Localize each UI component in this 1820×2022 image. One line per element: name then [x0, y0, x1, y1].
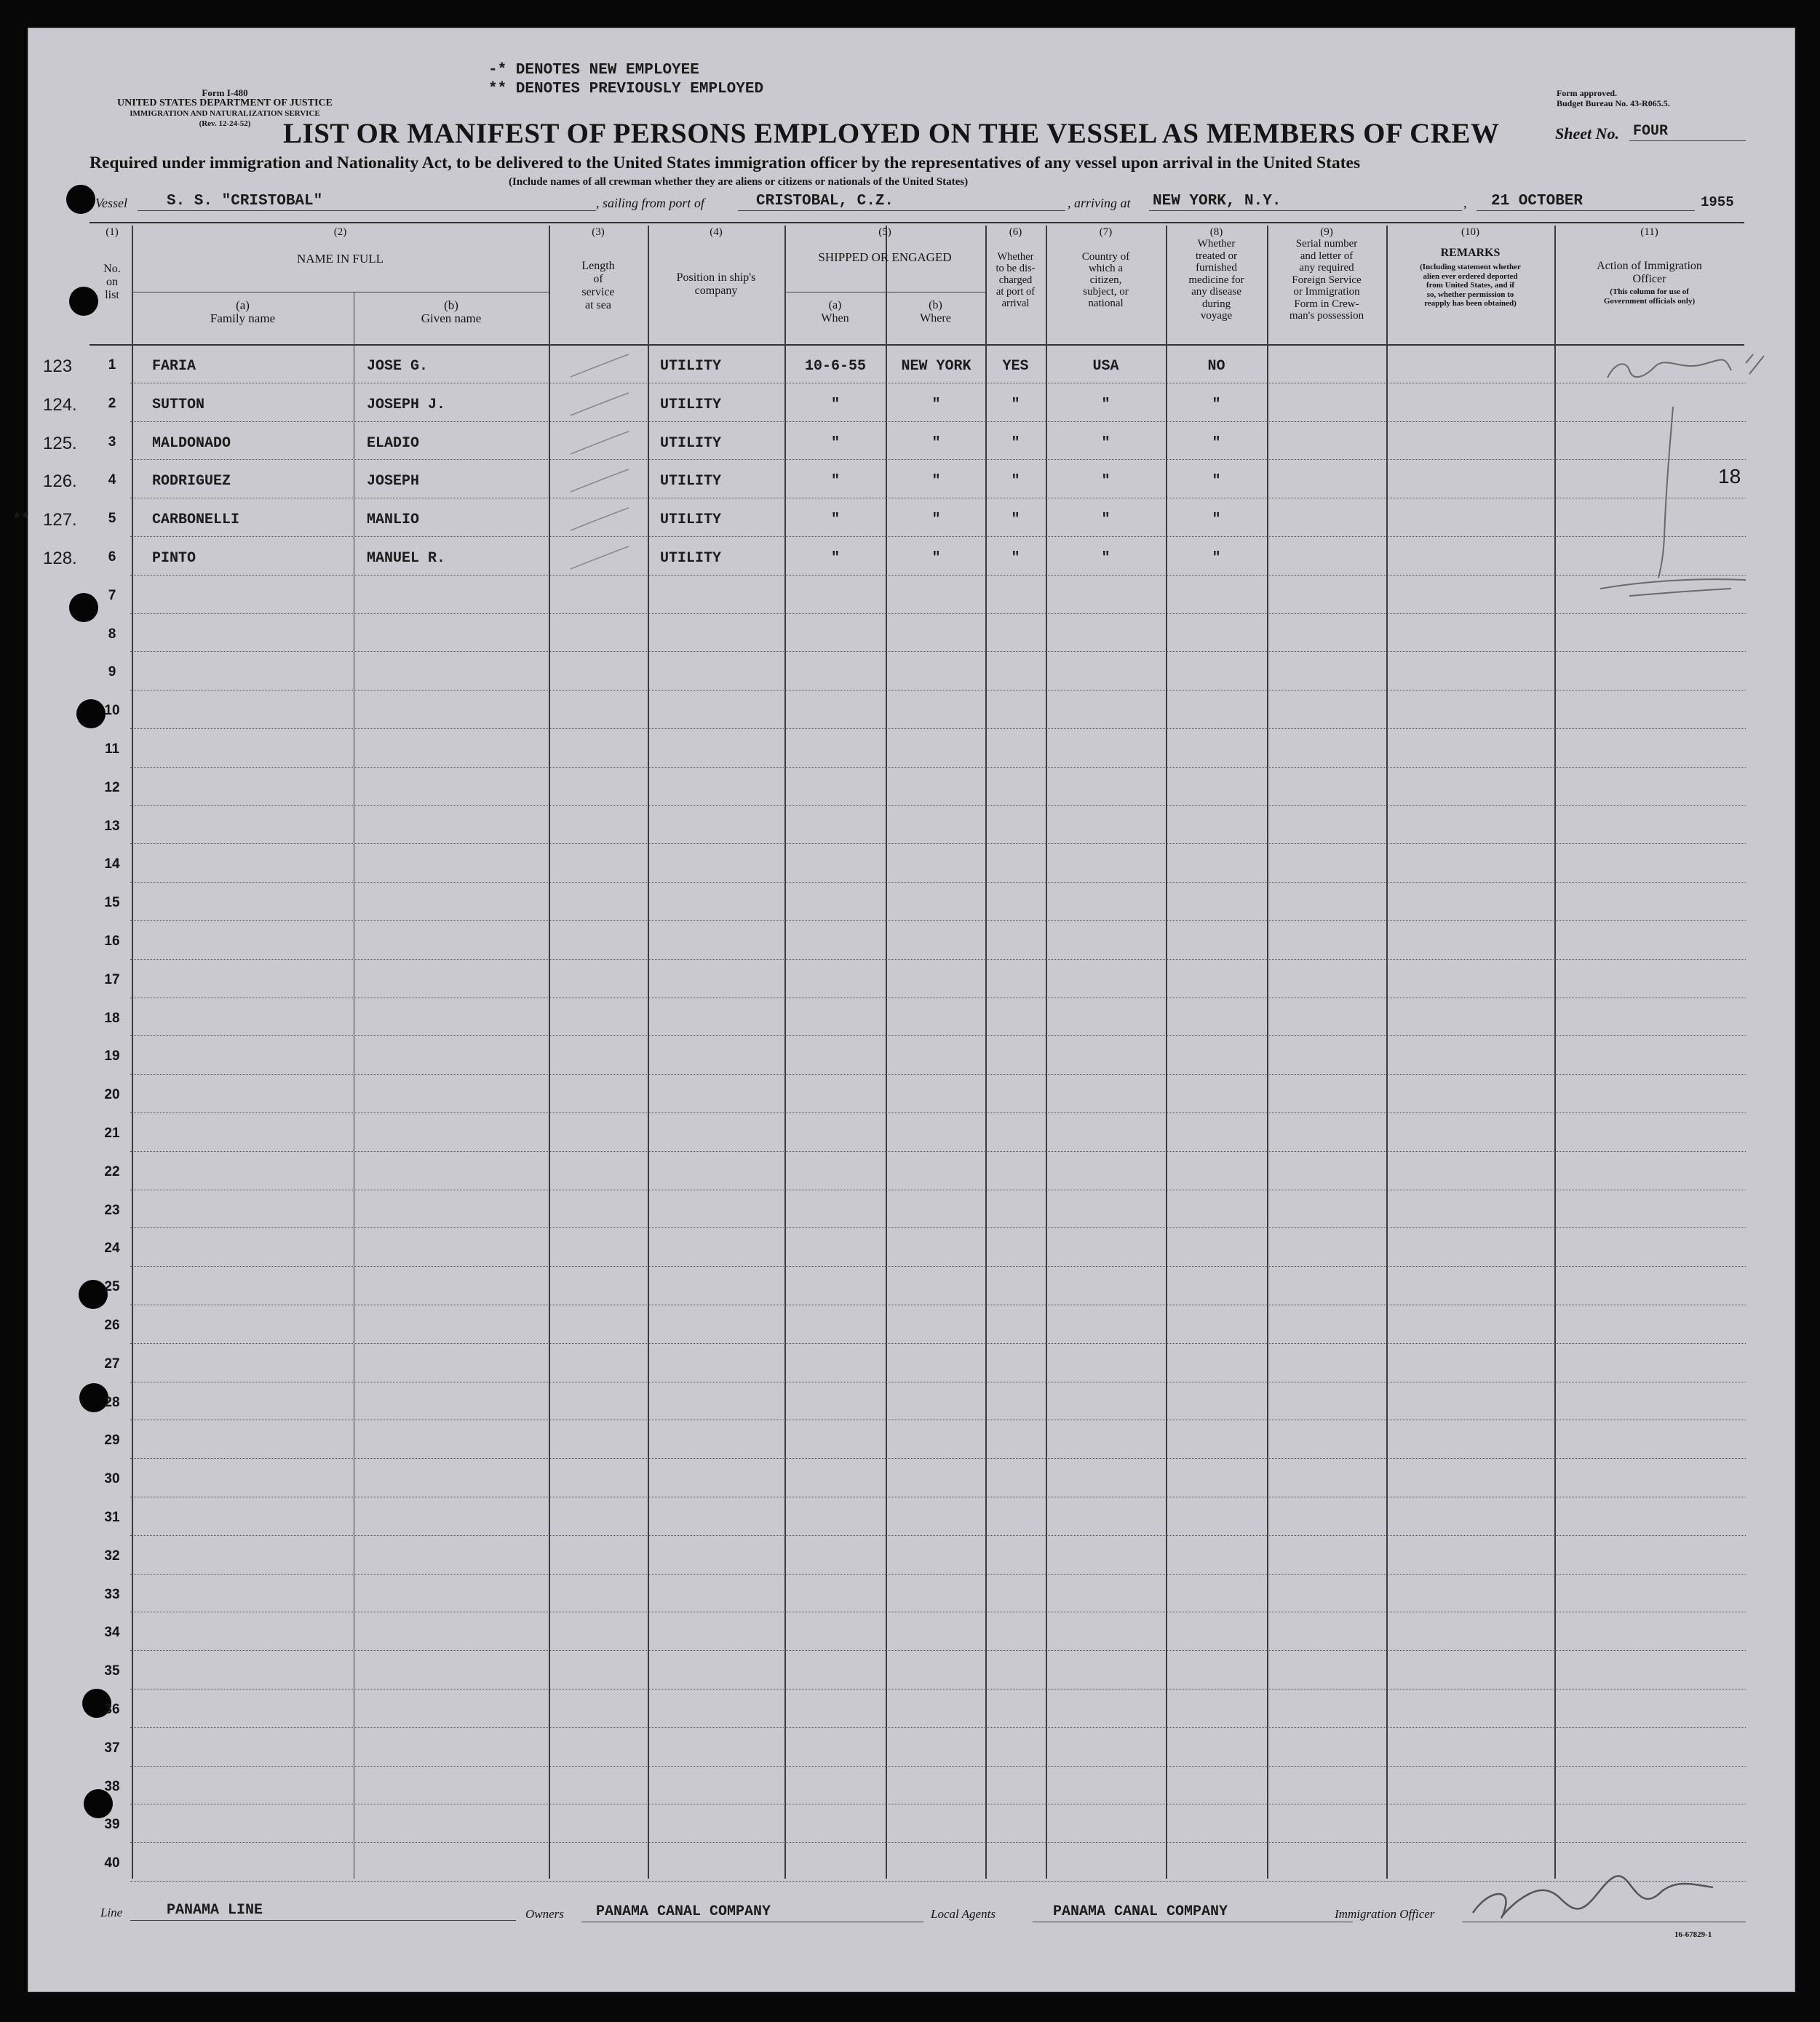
col-num-2: (2) — [333, 226, 347, 238]
line-number: 5 — [108, 511, 116, 527]
table-row — [130, 459, 1746, 460]
sheet-label: Sheet No. — [1555, 124, 1619, 143]
cell-discharged: " — [1011, 550, 1020, 567]
crew-list-number: 126. — [43, 471, 77, 492]
table-row — [130, 575, 1746, 576]
sailing-port: CRISTOBAL, C.Z. — [756, 193, 894, 210]
cell-when: " — [830, 550, 840, 567]
table-row — [130, 536, 1746, 537]
line-number: 38 — [104, 1778, 120, 1794]
cell-position: UTILITY — [660, 550, 722, 567]
cell-when: " — [830, 396, 840, 413]
line-number: 8 — [108, 626, 116, 642]
cell-when: 10-6-55 — [804, 358, 866, 375]
line-number: 2 — [108, 395, 116, 411]
col-action: Action of Immigration Officer — [1597, 260, 1702, 285]
line-number: 27 — [104, 1356, 120, 1372]
line-number: 35 — [104, 1663, 120, 1679]
table-row — [130, 651, 1746, 652]
line-number: 17 — [104, 971, 120, 987]
table-row — [130, 1266, 1746, 1267]
col-num-11: (11) — [1640, 226, 1658, 238]
footer-line: PANAMA LINE — [167, 1902, 263, 1919]
table-row — [130, 613, 1746, 614]
cell-when: " — [830, 512, 840, 529]
cell-position: UTILITY — [660, 358, 722, 375]
cell-where: " — [931, 473, 941, 490]
line-number: 39 — [104, 1817, 120, 1833]
table-row — [130, 805, 1746, 806]
previously-employed-mark: ** — [12, 512, 31, 529]
cell-treated: " — [1212, 512, 1221, 529]
form-approved: Form approved. — [1557, 88, 1618, 98]
cell-position: UTILITY — [660, 512, 722, 529]
footer-agents: PANAMA CANAL COMPANY — [1053, 1903, 1228, 1920]
table-row — [130, 1842, 1746, 1843]
table-row — [130, 920, 1746, 921]
col-family-name: (a) Family name — [210, 298, 276, 325]
cell-family: FARIA — [152, 358, 196, 375]
col-num-3: (3) — [592, 226, 605, 238]
col-country: Country of which a citizen, subject, or national — [1081, 251, 1130, 309]
line-number: 14 — [104, 856, 120, 872]
officer-signature — [1466, 1862, 1742, 1927]
cell-where: " — [931, 396, 941, 413]
check-mark — [567, 544, 632, 573]
check-mark — [567, 390, 632, 419]
cell-given: JOSEPH J. — [367, 396, 446, 413]
line-number: 22 — [104, 1163, 120, 1179]
print-code: 16-67829-1 — [1674, 1930, 1712, 1939]
cell-given: MANLIO — [367, 512, 420, 529]
cell-family: RODRIGUEZ — [152, 473, 231, 490]
crew-list-number: 124. — [43, 394, 77, 415]
cell-family: MALDONADO — [152, 434, 231, 452]
budget-bureau: Budget Bureau No. 43-R065.5. — [1557, 98, 1670, 108]
col-shipped-engaged: SHIPPED OR ENGAGED — [818, 250, 952, 264]
cell-position: UTILITY — [660, 473, 722, 490]
line-number: 26 — [104, 1318, 120, 1333]
cell-country: " — [1101, 473, 1110, 490]
line-number: 10 — [104, 703, 120, 719]
col-num-7: (7) — [1099, 226, 1113, 238]
cell-discharged: " — [1011, 434, 1020, 452]
table-row — [130, 1766, 1746, 1767]
arriving-label: , arriving at — [1068, 196, 1131, 210]
line-number: 1 — [108, 357, 116, 373]
cell-position: UTILITY — [660, 434, 722, 452]
table-row — [130, 1074, 1746, 1075]
col-serial: Serial number and letter of any required Foreign Service or Immigration Form in Crew- man's possession — [1289, 238, 1364, 322]
cell-treated: " — [1212, 396, 1221, 413]
col-length-of-service: Length of service at sea — [581, 260, 615, 311]
table-row — [130, 882, 1746, 883]
cell-discharged: " — [1011, 512, 1020, 529]
cell-given: ELADIO — [367, 434, 420, 452]
subtitle-note: (Include names of all crewman whether they are aliens or citizens or nationals of the United States) — [509, 176, 969, 188]
table-row — [130, 959, 1746, 960]
footer-officer-label: Immigration Officer — [1335, 1907, 1435, 1921]
line-number: 21 — [104, 1126, 120, 1141]
line-number: 32 — [104, 1548, 120, 1564]
crew-list-number: 123 — [43, 357, 73, 376]
table-row — [130, 1458, 1746, 1459]
table-row — [130, 1343, 1746, 1344]
col-remarks-note: (Including statement whether alien ever ordered deported from United States, and if so, whether permission to reapply has been obtained) — [1420, 263, 1521, 308]
cell-treated: NO — [1207, 358, 1225, 375]
col-action-note: (This column for use of Government officials only) — [1603, 287, 1696, 306]
line-number: 36 — [104, 1702, 120, 1717]
col-num-5: (5) — [878, 226, 891, 238]
arrival-date: 21 OCTOBER — [1491, 193, 1583, 210]
cell-position: UTILITY — [660, 396, 722, 413]
cell-family: PINTO — [152, 550, 196, 567]
cell-where: " — [931, 550, 941, 567]
cell-country: USA — [1092, 358, 1119, 375]
col-num-9: (9) — [1320, 226, 1333, 238]
cell-family: CARBONELLI — [152, 512, 240, 529]
arrival-port: NEW YORK, N.Y. — [1153, 193, 1281, 210]
col-num-8: (8) — [1209, 226, 1223, 238]
form-number: Form I-480 — [202, 87, 248, 98]
col-num-10: (10) — [1461, 226, 1479, 238]
page-title: LIST OR MANIFEST OF PERSONS EMPLOYED ON THE VESSEL AS MEMBERS OF CREW — [283, 118, 1500, 149]
line-number: 15 — [104, 895, 120, 911]
line-number: 3 — [108, 434, 116, 450]
line-number: 12 — [104, 779, 120, 795]
crew-list-number: 125. — [43, 433, 77, 453]
cell-given: MANUEL R. — [367, 550, 446, 567]
line-number: 6 — [108, 549, 116, 565]
vessel-label: Vessel — [95, 196, 127, 210]
department: UNITED STATES DEPARTMENT OF JUSTICE — [117, 97, 333, 108]
sheet-number: FOUR — [1633, 123, 1669, 140]
cell-given: JOSE G. — [367, 358, 429, 375]
line-number: 19 — [104, 1048, 120, 1064]
col-num-1: (1) — [106, 226, 119, 238]
cell-treated: " — [1212, 434, 1221, 452]
cell-treated: " — [1212, 473, 1221, 490]
crew-list-number: 128. — [43, 549, 77, 568]
table-row — [130, 843, 1746, 844]
line-number: 23 — [104, 1202, 120, 1218]
col-when: (a) When — [821, 299, 849, 325]
line-number: 7 — [108, 587, 116, 603]
table-row — [130, 767, 1746, 768]
line-number: 4 — [108, 472, 116, 488]
cell-discharged: " — [1011, 473, 1020, 490]
sailing-label: , sailing from port of — [596, 196, 704, 210]
arrival-year: 1955 — [1701, 194, 1734, 210]
col-name-in-full: NAME IN FULL — [297, 252, 384, 266]
line-number: 37 — [104, 1740, 120, 1756]
table-row — [130, 1727, 1746, 1728]
col-discharged: Whether to be dis- charged at port of arrival — [996, 251, 1036, 309]
check-mark — [567, 429, 632, 458]
line-number: 34 — [104, 1625, 120, 1641]
subtitle: Required under immigration and Nationality Act, to be delivered to the United States immigration officer by the representatives of any vessel upon arrival in the United States — [90, 154, 1361, 172]
footer-owners: PANAMA CANAL COMPANY — [596, 1903, 771, 1920]
service: IMMIGRATION AND NATURALIZATION SERVICE — [130, 109, 320, 118]
cell-where: NEW YORK — [901, 358, 971, 375]
table-row — [130, 1151, 1746, 1152]
table-row — [130, 1035, 1746, 1036]
footer-agents-label: Local Agents — [931, 1907, 996, 1921]
revision: (Rev. 12-24-52) — [199, 119, 251, 128]
cell-country: " — [1101, 434, 1110, 452]
col-remarks: REMARKS — [1440, 247, 1501, 259]
footer-owners-label: Owners — [525, 1907, 564, 1921]
line-number: 29 — [104, 1433, 120, 1449]
cell-when: " — [830, 434, 840, 452]
table-row — [130, 728, 1746, 729]
col-treated: Whether treated or furnished medicine for any disease during voyage — [1188, 238, 1244, 322]
note-new-employee: -* DENOTES NEW EMPLOYEE — [488, 62, 699, 79]
crew-list-number: 127. — [43, 510, 77, 530]
cell-discharged: YES — [1002, 358, 1029, 375]
table-row — [130, 1650, 1746, 1651]
cell-where: " — [931, 512, 941, 529]
col-num-4: (4) — [710, 226, 723, 238]
line-number: 28 — [104, 1394, 120, 1410]
col-position: Position in ship's company — [676, 271, 756, 297]
cell-when: " — [830, 473, 840, 490]
footer-line-label: Line — [100, 1906, 123, 1919]
line-number: 40 — [104, 1855, 120, 1871]
line-number: 11 — [104, 741, 120, 757]
cell-discharged: " — [1011, 396, 1020, 413]
cell-treated: " — [1212, 550, 1221, 567]
col-num-6: (6) — [1009, 226, 1022, 238]
line-number: 20 — [104, 1087, 120, 1103]
cell-where: " — [931, 434, 941, 452]
cell-country: " — [1101, 550, 1110, 567]
cell-family: SUTTON — [152, 396, 205, 413]
line-number: 18 — [104, 1010, 120, 1026]
col-where: (b) Where — [920, 299, 951, 325]
line-number: 13 — [104, 818, 120, 834]
line-number: 31 — [104, 1510, 120, 1525]
line-number: 33 — [104, 1586, 120, 1602]
table-row — [130, 421, 1746, 422]
line-number: 30 — [104, 1471, 120, 1487]
table-row — [130, 1227, 1746, 1228]
punch-hole — [66, 185, 95, 214]
approval-block — [1557, 88, 1670, 108]
table-row — [130, 1535, 1746, 1536]
cell-given: JOSEPH — [367, 473, 420, 490]
check-mark — [567, 351, 632, 381]
line-number: 25 — [104, 1279, 120, 1295]
cell-country: " — [1101, 396, 1110, 413]
line-number: 16 — [104, 934, 120, 949]
line-number: 24 — [104, 1241, 120, 1257]
officer-check-marks — [1586, 349, 1789, 610]
cell-country: " — [1101, 512, 1110, 529]
check-mark — [567, 505, 632, 534]
vessel-name: S. S. "CRISTOBAL" — [167, 193, 323, 210]
col-no-on-list: No. on list — [103, 263, 121, 301]
margin-note: 18 — [1718, 465, 1741, 487]
note-previously-employed: ** DENOTES PREVIOUSLY EMPLOYED — [488, 81, 764, 97]
col-given-name: (b) Given name — [421, 298, 482, 325]
table-row — [130, 1574, 1746, 1575]
manifest-page: -* DENOTES NEW EMPLOYEE ** DENOTES PREVIOUSLY EMPLOYED Form I-480 UNITED STATES DEPARTMENT OF JUSTICE IMMIGRATION AND NATURALIZATION SERVICE (Rev. 12-24-52) Form approved. Budget Bureau No. 43-R065.5. LIST OR MANIFEST OF PERSONS EMPLOYED ON THE VESSEL AS MEMBERS OF CREW Sheet No. FOUR Required under immigration and Nationality Act, to be delivered to the United States immigration officer by the representatives of any vessel upon arrival in the United States (Include names of all crewman whether they are aliens or citizens or nationals of the United States) Vessel S. S. "CRISTOBAL" , sailing from port of CRISTOBAL, C.Z. , arriving at NEW YORK, N.Y. , 21 OCTOBER 1955 (1) No. on list (2) NAME IN FULL (a) Family name (b) Given name (3) Length of service at sea (4) Position in ship's company (5) SHIPPED OR ENGAGED (a) When (b) Where (6) Whether to be dis- charged at port of arrival (7) Country of which a citizen, subject, or national (8) Whether treated or furnished medicine for any disease during voyage (9) Serial number and letter of any required Foreign Service or Immigration Form in Crew- man's possession (10) REMARKS (Including statement whether alien ever ordered deported from United States, and if so, whether permission to reapply has been obtained) (11) Action of Immigration Officer (This column for use of Government officials only) 1 123 FARIA JOSE G. UTILITY 10-6-55 NEW YORK YES USA NO 2 124. SUTTON JOSEPH J. UTILITY " " " " " 3 125. MALDONADO ELADIO UTILITY " " " " " 4 126. RODRIGUEZ JOSEPH UTILITY " " " " " 5 127. ** CARBONELLI MANLIO UTILITY " " " " " 6 128. PINTO MANUEL R. UTILITY " " " " " 7 8 9 10 11 12 13 14 15 16 17 18 19 20 21 22 23 24 25 26 27 28 29 30 31 32 33 34 35 36 37 38 39 40 18 Line PANAMA LINE Owners PANAMA CANAL COMPANY Local Agents PANAMA CANAL COMPANY Immigration Officer 16-67829-1 — [28, 28, 1795, 1992]
line-number: 9 — [108, 664, 116, 680]
check-mark — [567, 466, 632, 495]
